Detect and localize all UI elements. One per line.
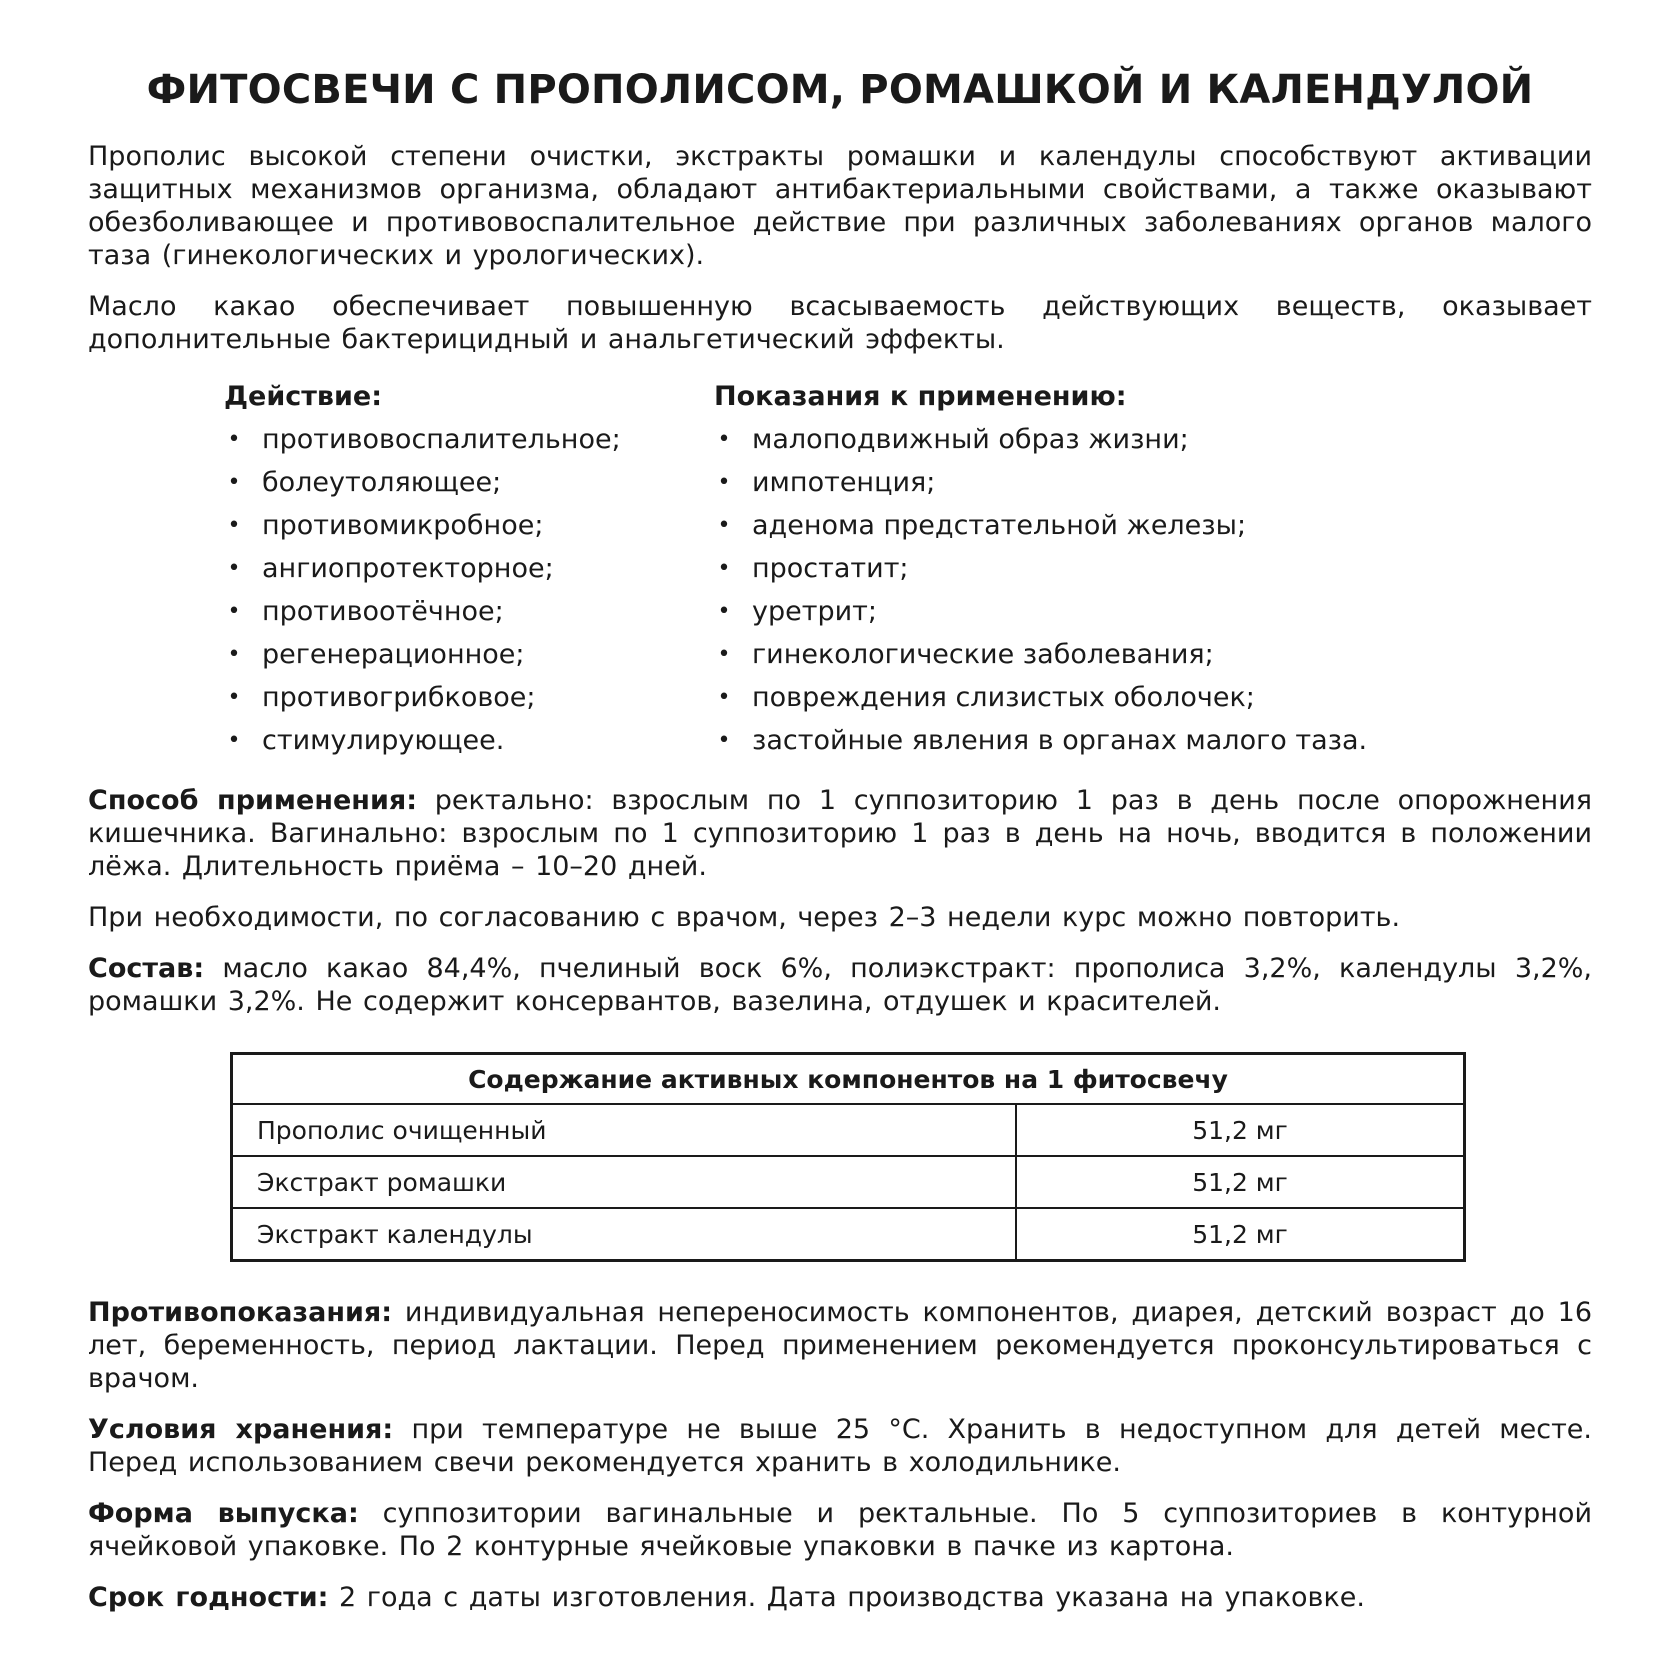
storage-text: при температуре не выше 25 °С. Хранить в недоступном для детей месте. Перед использованием свечи рекомендуется хранить в холодильнике. [88, 1414, 1592, 1478]
table-row [232, 1104, 1465, 1156]
contraindications-paragraph [88, 1296, 1592, 1395]
list-item: • уретрит; [714, 590, 1474, 633]
composition-paragraph [88, 952, 1592, 1018]
bullet-icon: • [717, 642, 731, 667]
storage-paragraph [88, 1413, 1592, 1479]
bullet-icon: • [227, 470, 241, 495]
table-row [232, 1156, 1465, 1208]
bullet-icon: • [717, 685, 731, 710]
component-name: Экстракт календулы [232, 1208, 1017, 1261]
indications-column [714, 378, 1474, 762]
bullet-icon: • [227, 642, 241, 667]
indications-list [714, 418, 1474, 762]
usage-text: ректально: взрослым по 1 суппозиторию 1 раз в день после опорожнения кишечника. Вагинально: взрослым по 1 суппозиторию 1 раз в день на ночь, вводится в положении лёжа. Длительность приёма – 10–20 дней. [88, 785, 1593, 882]
intro-paragraph-2: Масло какао обеспечивает повышенную всасываемость действующих веществ, оказывает дополнительные бактерицидный и анальгетический эффекты. [88, 291, 1592, 355]
action-list [224, 418, 714, 762]
lists-section [224, 378, 1592, 762]
bullet-icon: • [227, 685, 241, 710]
shelf-life-label: Срок годности: [88, 1582, 329, 1613]
form-text: суппозитории вагинальные и ректальные. По 5 суппозиториев в контурной ячейковой упаковке. По 2 контурные ячейковые упаковки в пачке из картона. [88, 1498, 1592, 1562]
bullet-icon: • [717, 556, 731, 581]
bullet-icon: • [717, 599, 731, 624]
component-value: 51,2 мг [1016, 1104, 1465, 1156]
bullet-icon: • [227, 513, 241, 538]
form-label: Форма выпуска: [88, 1498, 359, 1529]
component-value: 51,2 мг [1016, 1156, 1465, 1208]
table-header: Содержание активных компонентов на 1 фитосвечу [232, 1054, 1465, 1105]
action-heading: Действие: [224, 381, 383, 412]
usage-label: Способ применения: [88, 785, 417, 816]
list-item: • противоотёчное; [224, 590, 714, 633]
usage-paragraph [88, 784, 1592, 883]
list-item: • болеутоляющее; [224, 461, 714, 504]
form-paragraph [88, 1497, 1592, 1563]
list-item: • ангиопротекторное; [224, 547, 714, 590]
shelf-life-paragraph [88, 1581, 1592, 1614]
repeat-paragraph: При необходимости, по согласованию с врачом, через 2–3 недели курс можно повторить. [88, 902, 1401, 933]
table-header-row [232, 1054, 1465, 1105]
bullet-icon: • [717, 470, 731, 495]
table-row [232, 1208, 1465, 1261]
shelf-life-text: 2 года с даты изготовления. Дата производства указана на упаковке. [328, 1582, 1365, 1613]
list-item: • гинекологические заболевания; [714, 633, 1474, 676]
bullet-icon: • [717, 427, 731, 452]
component-name: Прополис очищенный [232, 1104, 1017, 1156]
composition-label: Состав: [88, 953, 205, 984]
bullet-icon: • [227, 728, 241, 753]
bullet-icon: • [227, 556, 241, 581]
contraindications-label: Противопоказания: [88, 1297, 393, 1328]
list-item: • малоподвижный образ жизни; [714, 418, 1474, 461]
composition-text: масло какао 84,4%, пчелиный воск 6%, полиэкстракт: прополиса 3,2%, календулы 3,2%, ромашки 3,2%. Не содержит консервантов, вазелина, отдушек и красителей. [88, 953, 1592, 1017]
component-value: 51,2 мг [1016, 1208, 1465, 1261]
indications-heading: Показания к применению: [714, 381, 1127, 412]
list-item: • аденома предстательной железы; [714, 504, 1474, 547]
contraindications-text: индивидуальная непереносимость компонентов, диарея, детский возраст до 16 лет, беременность, период лактации. Перед применением рекомендуется проконсультироваться с врачом. [88, 1297, 1592, 1394]
list-item: • импотенция; [714, 461, 1474, 504]
storage-label: Условия хранения: [88, 1414, 394, 1445]
list-item: • противовоспалительное; [224, 418, 714, 461]
list-item: • простатит; [714, 547, 1474, 590]
list-item: • регенерационное; [224, 633, 714, 676]
list-item: • застойные явления в органах малого таза. [714, 719, 1474, 762]
page-title: ФИТОСВЕЧИ С ПРОПОЛИСОМ, РОМАШКОЙ И КАЛЕНДУЛОЙ [146, 67, 1534, 113]
intro-paragraph-1: Прополис высокой степени очистки, экстракты ромашки и календулы способствуют активации защитных механизмов организма, обладают антибактериальными свойствами, а также оказывают обезболивающее и противовоспалительное действие при различных заболеваниях органов малого таза (гинекологических и урологических). [88, 141, 1592, 271]
list-item: • противогрибковое; [224, 676, 714, 719]
components-table [230, 1052, 1466, 1262]
bullet-icon: • [717, 728, 731, 753]
list-item: • стимулирующее. [224, 719, 714, 762]
bullet-icon: • [227, 427, 241, 452]
component-name: Экстракт ромашки [232, 1156, 1017, 1208]
bullet-icon: • [227, 599, 241, 624]
action-column [224, 378, 714, 762]
bullet-icon: • [717, 513, 731, 538]
list-item: • противомикробное; [224, 504, 714, 547]
list-item: • повреждения слизистых оболочек; [714, 676, 1474, 719]
